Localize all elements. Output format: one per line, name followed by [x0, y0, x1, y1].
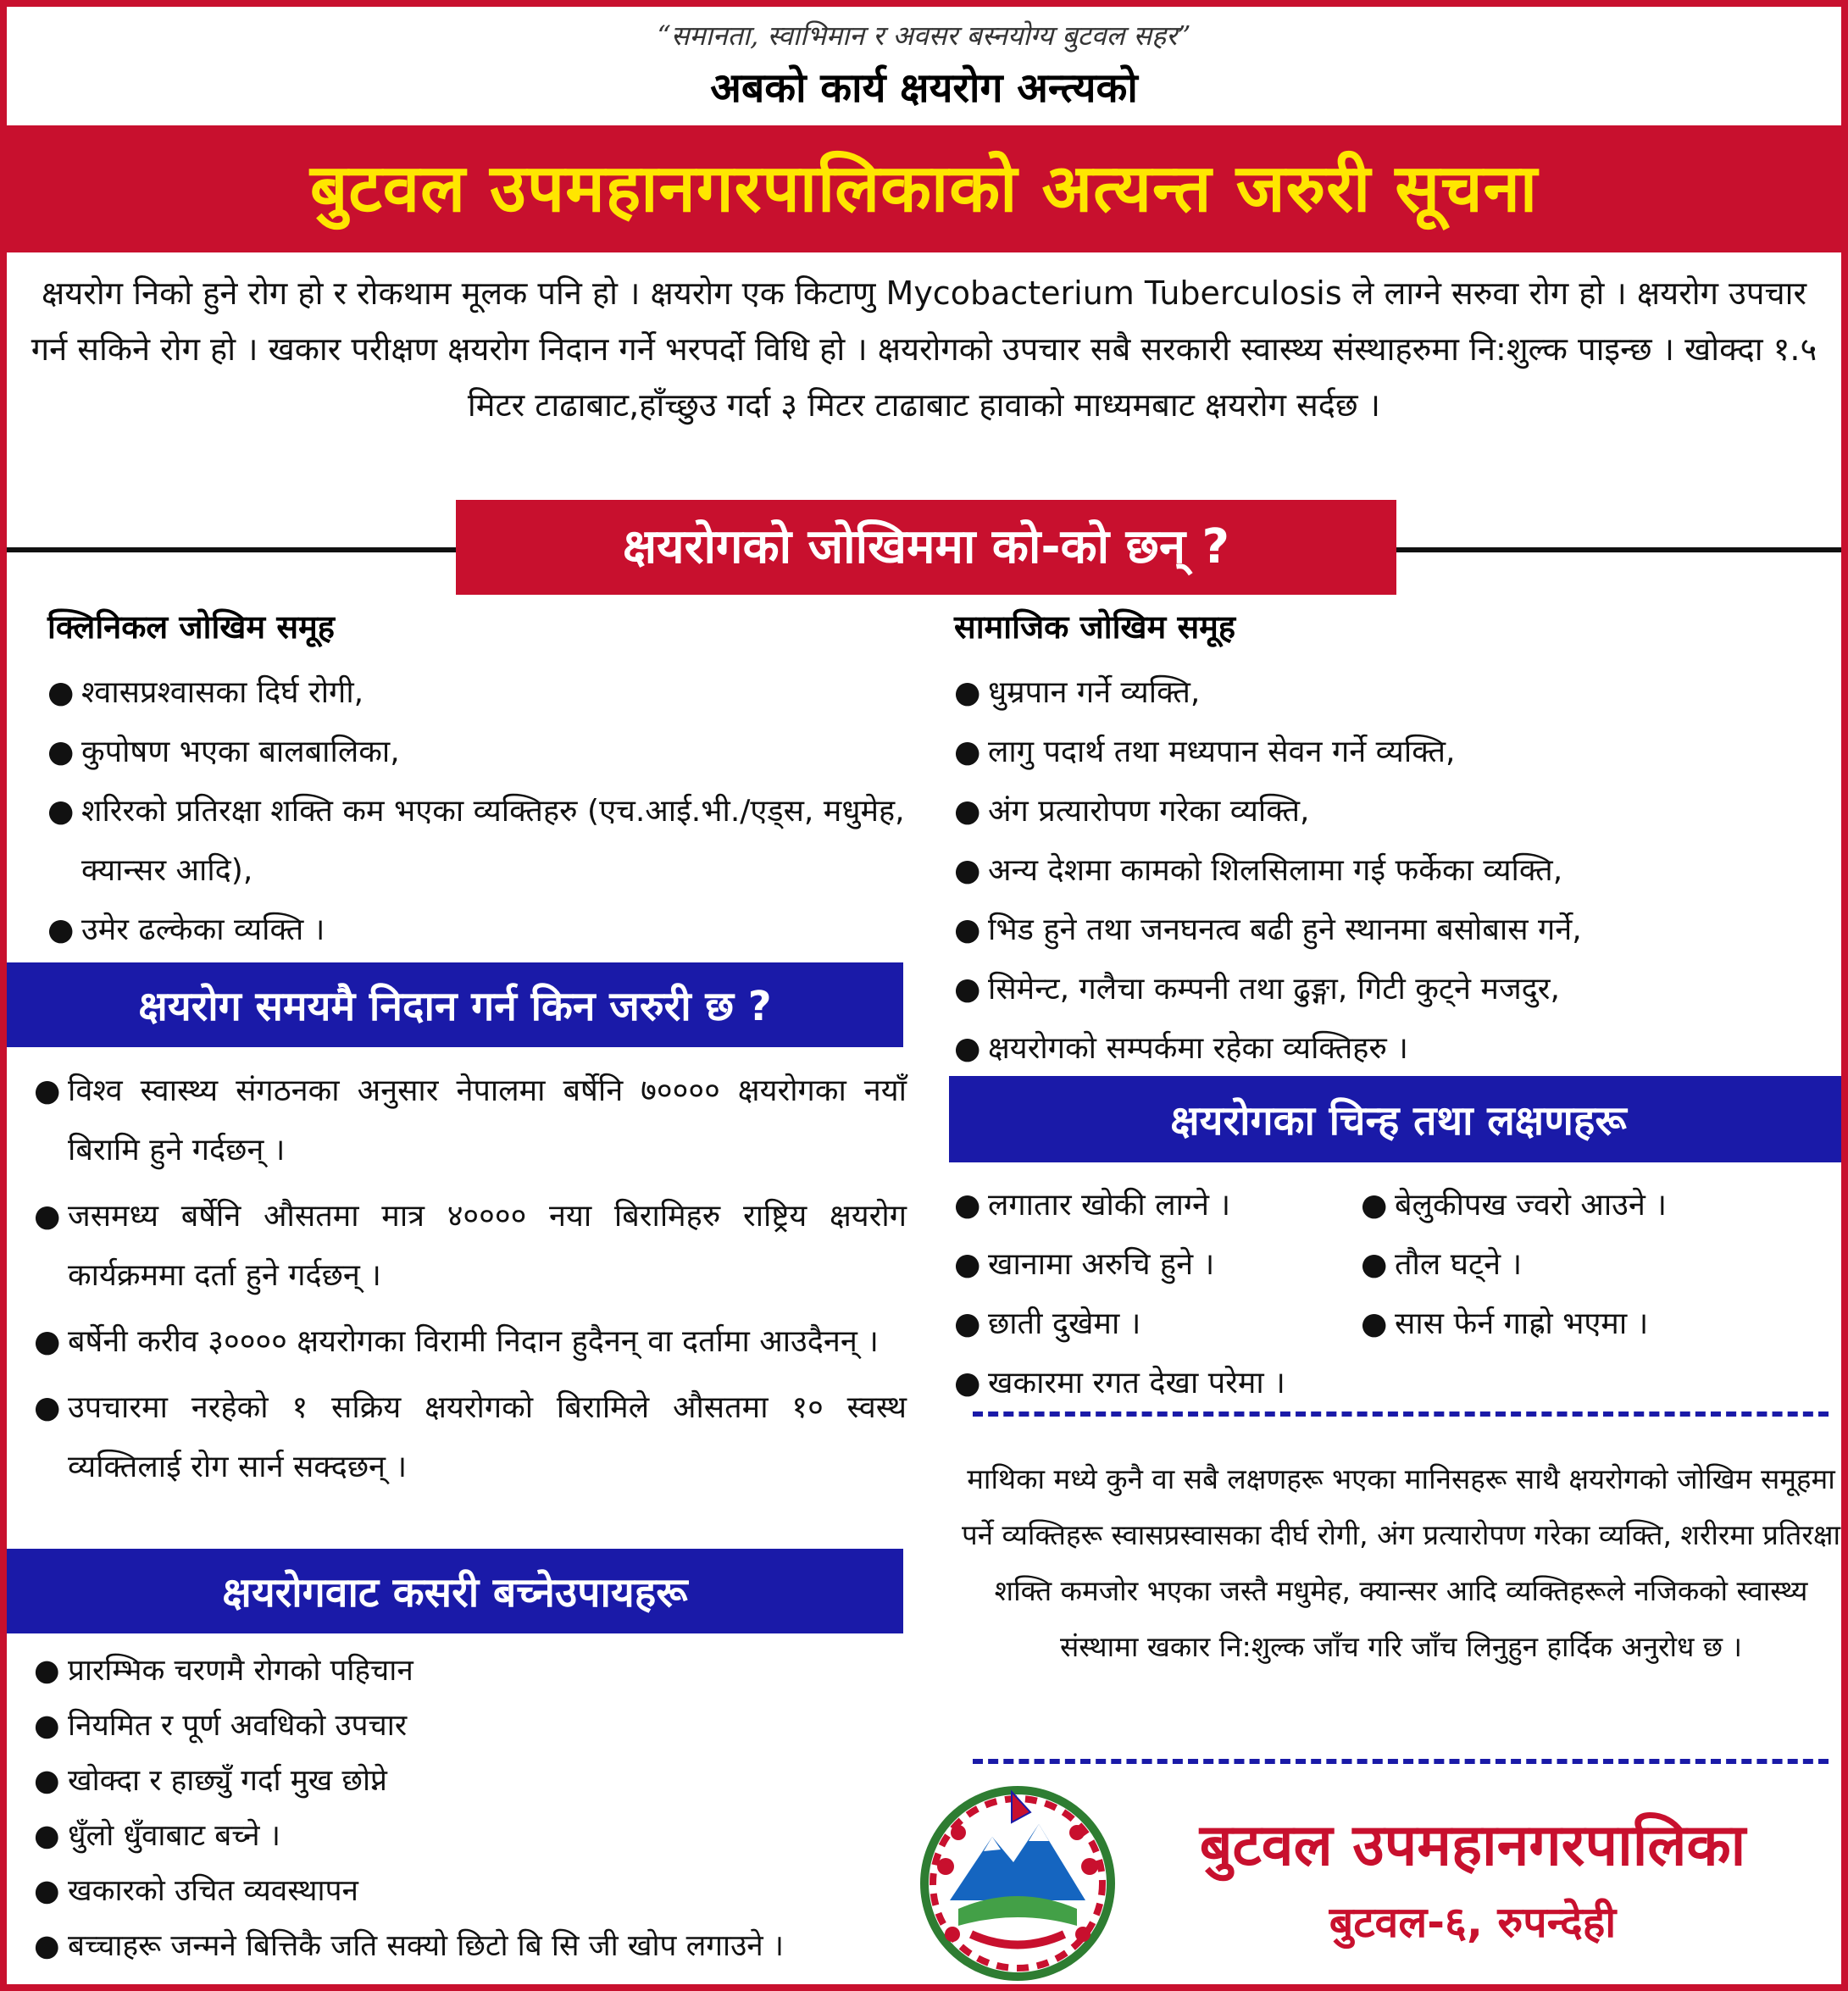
- main-banner: [7, 125, 1841, 252]
- why-list: [34, 1062, 907, 1504]
- list-item: ● खोक्दा र हाछ्युँ गर्दा मुख छोप्ने: [34, 1754, 915, 1809]
- symptoms-banner: [949, 1076, 1848, 1162]
- intro-paragraph: क्षयरोग निको हुने रोग हो र रोकथाम मूलक पनि हो । क्षयरोग एक किटाणु Mycobacterium Tuberculosis ले लाग्ने सरुवा रोग हो । क्षयरोग उपचार गर्न सकिने रोग हो । खकार परीक्षण क्षयरोग निदान गर्ने भरपर्दो विधि हो । क्षयरोगको उपचार सबै सरकारी स्वास्थ्य संस्थाहरुमा नि:शुल्क पाइन्छ । खोक्दा १.५ मिटर टाढाबाट,हाँच्छुउ गर्दा ३ मिटर टाढाबाट हावाको माध्यमबाट क्षयरोग सर्दछ ।: [31, 275, 1817, 424]
- list-item: ● अंग प्रत्यारोपण गरेका व्यक्ति,: [954, 782, 1801, 841]
- prevention-list: [34, 1644, 915, 1974]
- symptom-item: ● छाती दुखेमा ।: [954, 1295, 1361, 1354]
- risk-banner-title: क्षयरोगको जोखिममा को-को छन् ?: [623, 519, 1229, 574]
- list-item: ● नियमित र पूर्ण अवधिको उपचार: [34, 1699, 915, 1754]
- symptom-item: ● बेलुकीपख ज्वरो आउने ।: [1361, 1176, 1768, 1235]
- list-item: ● सिमेन्ट, गलैचा कम्पनी तथा ढुङ्गा, गिटी कुट्ने मजदुर,: [954, 960, 1801, 1019]
- list-item: ● अन्य देशमा कामको शिलसिलामा गई फर्केका व्यक्ति,: [954, 841, 1801, 901]
- list-item: ● भिड हुने तथा जनघनत्व बढी हुने स्थानमा बसोबास गर्ने,: [954, 901, 1801, 960]
- why-banner-title: क्षयरोग समयमै निदान गर्न किन जरुरी छ ?: [138, 982, 772, 1030]
- list-item: ● शरिरको प्रतिरक्षा शक्ति कम भएका व्यक्तिहरु (एच.आई.भी./एड्स, मधुमेह, क्यान्सर आदि),: [47, 782, 929, 901]
- list-item: ● प्रारम्भिक चरणमै रोगको पहिचान: [34, 1644, 915, 1699]
- list-item: ● विश्व स्वास्थ्य संगठनका अनुसार नेपालमा बर्षेनि ७०००० क्षयरोगका नयाँ बिरामि हुने गर्दछन् ।: [34, 1062, 907, 1180]
- symptoms-banner-title: क्षयरोगका चिन्ह तथा लक्षणहरू: [1170, 1096, 1627, 1145]
- symptom-item: ● खानामा अरुचि हुने ।: [954, 1235, 1361, 1295]
- clinical-risk-list: [47, 663, 929, 960]
- symptoms-grid: [954, 1176, 1844, 1413]
- symptom-item: ● खकारमा रगत देखा परेमा ।: [954, 1354, 1581, 1413]
- list-item: ● जसमध्य बर्षेनि औसतमा मात्र ४०००० नया बिरामिहरु राष्ट्रिय क्षयरोग कार्यक्रममा दर्ता हुने गर्दछन् ।: [34, 1187, 907, 1306]
- city-slogan: “समानता, स्वाभिमान र अवसर बस्नयोग्य बुटवल सहर”: [657, 19, 1191, 52]
- org-name: बुटवल उपमहानगरपालिका: [1199, 1812, 1746, 1879]
- list-item: ● बच्चाहरू जन्मने बित्तिकै जति सक्यो छिटो बि सि जी खोप लगाउने ।: [34, 1919, 915, 1974]
- list-item: ● उमेर ढल्केका व्यक्ति ।: [47, 901, 929, 960]
- list-item: ● उपचारमा नरहेको १ सक्रिय क्षयरोगको बिरामिले औसतमा १० स्वस्थ व्यक्तिलाई रोग सार्न सक्दछन् ।: [34, 1378, 907, 1497]
- dashed-divider: [973, 1759, 1829, 1764]
- list-item: ● धुँलो धुँवाबाट बच्ने ।: [34, 1809, 915, 1864]
- symptom-item: ● सास फेर्न गाह्रो भएमा ।: [1361, 1295, 1768, 1354]
- list-item: ● लागु पदार्थ तथा मध्यपान सेवन गर्ने व्यक्ति,: [954, 723, 1801, 782]
- social-risk-heading: सामाजिक जोखिम समूह: [954, 608, 1236, 646]
- risk-banner: [456, 500, 1396, 595]
- campaign-headline: अबको कार्य क्षयरोग अन्त्यको: [710, 64, 1138, 112]
- list-item: ● श्वासप्रश्वासका दिर्घ रोगी,: [47, 663, 929, 723]
- government-emblem-icon: [912, 1773, 1124, 1985]
- clinical-risk-heading: क्लिनिकल जोखिम समूह: [47, 608, 335, 646]
- dashed-divider: [973, 1411, 1829, 1417]
- prevention-banner: [7, 1549, 903, 1633]
- social-risk-list: [954, 663, 1801, 1079]
- org-address: बुटवल-६, रुपन्देही: [1329, 1898, 1617, 1947]
- list-item: ● कुपोषण भएका बालबालिका,: [47, 723, 929, 782]
- list-item: ● क्षयरोगको सम्पर्कमा रहेका व्यक्तिहरु ।: [954, 1019, 1801, 1079]
- advice-paragraph: माथिका मध्ये कुनै वा सबै लक्षणहरू भएका मानिसहरू साथै क्षयरोगको जोखिम समूहमा पर्ने व्यक्तिहरू स्वासप्रस्वासका दीर्घ रोगी, अंग प्रत्यारोपण गरेका व्यक्ति, शरीरमा प्रतिरक्षा शक्ति कमजोर भएका जस्तै मधुमेह, क्यान्सर आदि व्यक्तिहरूले नजिकको स्वास्थ्य संस्थामा खकार नि:शुल्क जाँच गरि जाँच लिनुहुन हार्दिक अनुरोध छ ।: [961, 1462, 1841, 1663]
- prevention-banner-title: क्षयरोगवाट कसरी बच्नेउपायहरू: [222, 1568, 688, 1617]
- main-banner-title: बुटवल उपमहानगरपालिकाको अत्यन्त जरुरी सूचना: [309, 151, 1539, 227]
- list-item: ● बर्षेनी करीव ३०००० क्षयरोगका विरामी निदान हुदैनन् वा दर्तामा आउदैनन् ।: [34, 1312, 907, 1372]
- symptom-item: ● तौल घट्ने ।: [1361, 1235, 1768, 1295]
- symptom-item: ● लगातार खोकी लाग्ने ।: [954, 1176, 1361, 1235]
- list-item: ● खकारको उचित व्यवस्थापन: [34, 1864, 915, 1919]
- list-item: ● धुम्रपान गर्ने व्यक्ति,: [954, 663, 1801, 723]
- why-banner: [7, 962, 903, 1047]
